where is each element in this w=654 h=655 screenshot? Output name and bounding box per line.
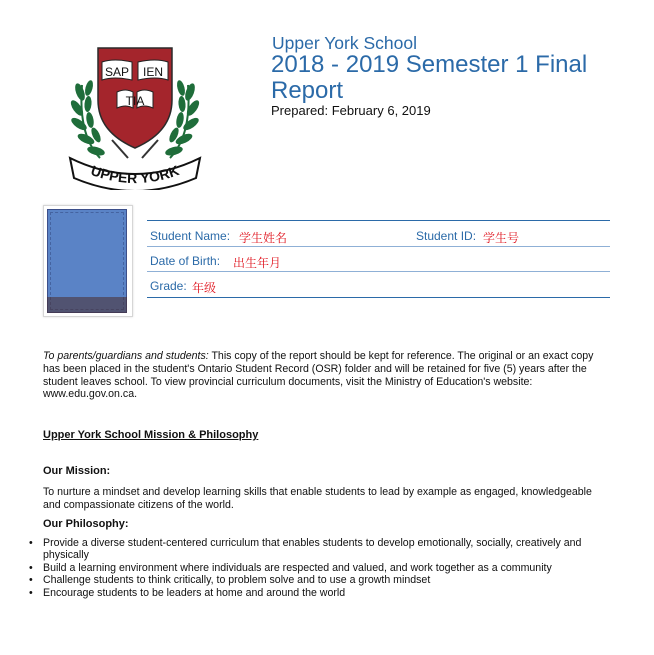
student-name-label: Student Name: — [150, 229, 231, 243]
philosophy-list — [29, 537, 609, 599]
banner-text: UPPER YORK — [88, 162, 182, 187]
table-rule — [147, 246, 610, 247]
mission-section-title: Upper York School Mission & Philosophy — [43, 429, 259, 441]
school-name: Upper York School — [272, 33, 417, 53]
intro-text: This copy of the report should be kept for reference. The original or an exact copy has been placed in the student's Ontario Student Record (OSR) folder and will be retained for five (5) years after the student leaves school. To view provincial curriculum documents, visit the Ministry of Education's website: www.edu.gov.on.ca. — [43, 350, 594, 401]
student-name-value: 学生姓名 — [239, 231, 288, 245]
dob-label: Date of Birth: — [150, 254, 221, 268]
philosophy-heading: Our Philosophy: — [43, 518, 129, 530]
shield-word-2: IEN — [142, 65, 164, 79]
grade-value: 年级 — [192, 281, 217, 295]
report-title: 2018 - 2019 Semester 1 Final Report — [271, 51, 588, 104]
mission-text: To nurture a mindset and develop learning skills that enable students to lead by example as engaged, knowledgeable and compassionate citizens of the world. — [43, 486, 592, 511]
student-photo-frame — [43, 205, 133, 317]
school-crest-logo — [60, 40, 210, 190]
table-rule-top — [147, 220, 610, 221]
grade-label: Grade: — [150, 279, 187, 293]
list-item: • Encourage students to be leaders at home and around the world — [29, 587, 609, 599]
list-item: • Challenge students to think critically, to problem solve and to use a growth mindset — [29, 574, 609, 586]
prepared-date: Prepared: February 6, 2019 — [271, 103, 431, 118]
table-rule — [147, 271, 610, 272]
list-item: • Provide a diverse student-centered curriculum that enables students to develop emotionally, socially, creatively and physically — [29, 537, 609, 562]
mission-heading: Our Mission: — [43, 465, 111, 477]
dob-value: 出生年月 — [233, 256, 282, 270]
table-rule-bottom — [147, 297, 610, 298]
student-id-value: 学生号 — [483, 231, 520, 245]
list-item: • Build a learning environment where individuals are respected and valued, and work together as a community — [29, 562, 609, 574]
intro-paragraph — [43, 350, 608, 401]
shield-word-3: TIA — [125, 94, 145, 108]
student-id-label: Student ID: — [416, 229, 477, 243]
intro-lead: To parents/guardians and students: — [43, 350, 209, 362]
shield-word-1: SAP — [104, 65, 130, 79]
